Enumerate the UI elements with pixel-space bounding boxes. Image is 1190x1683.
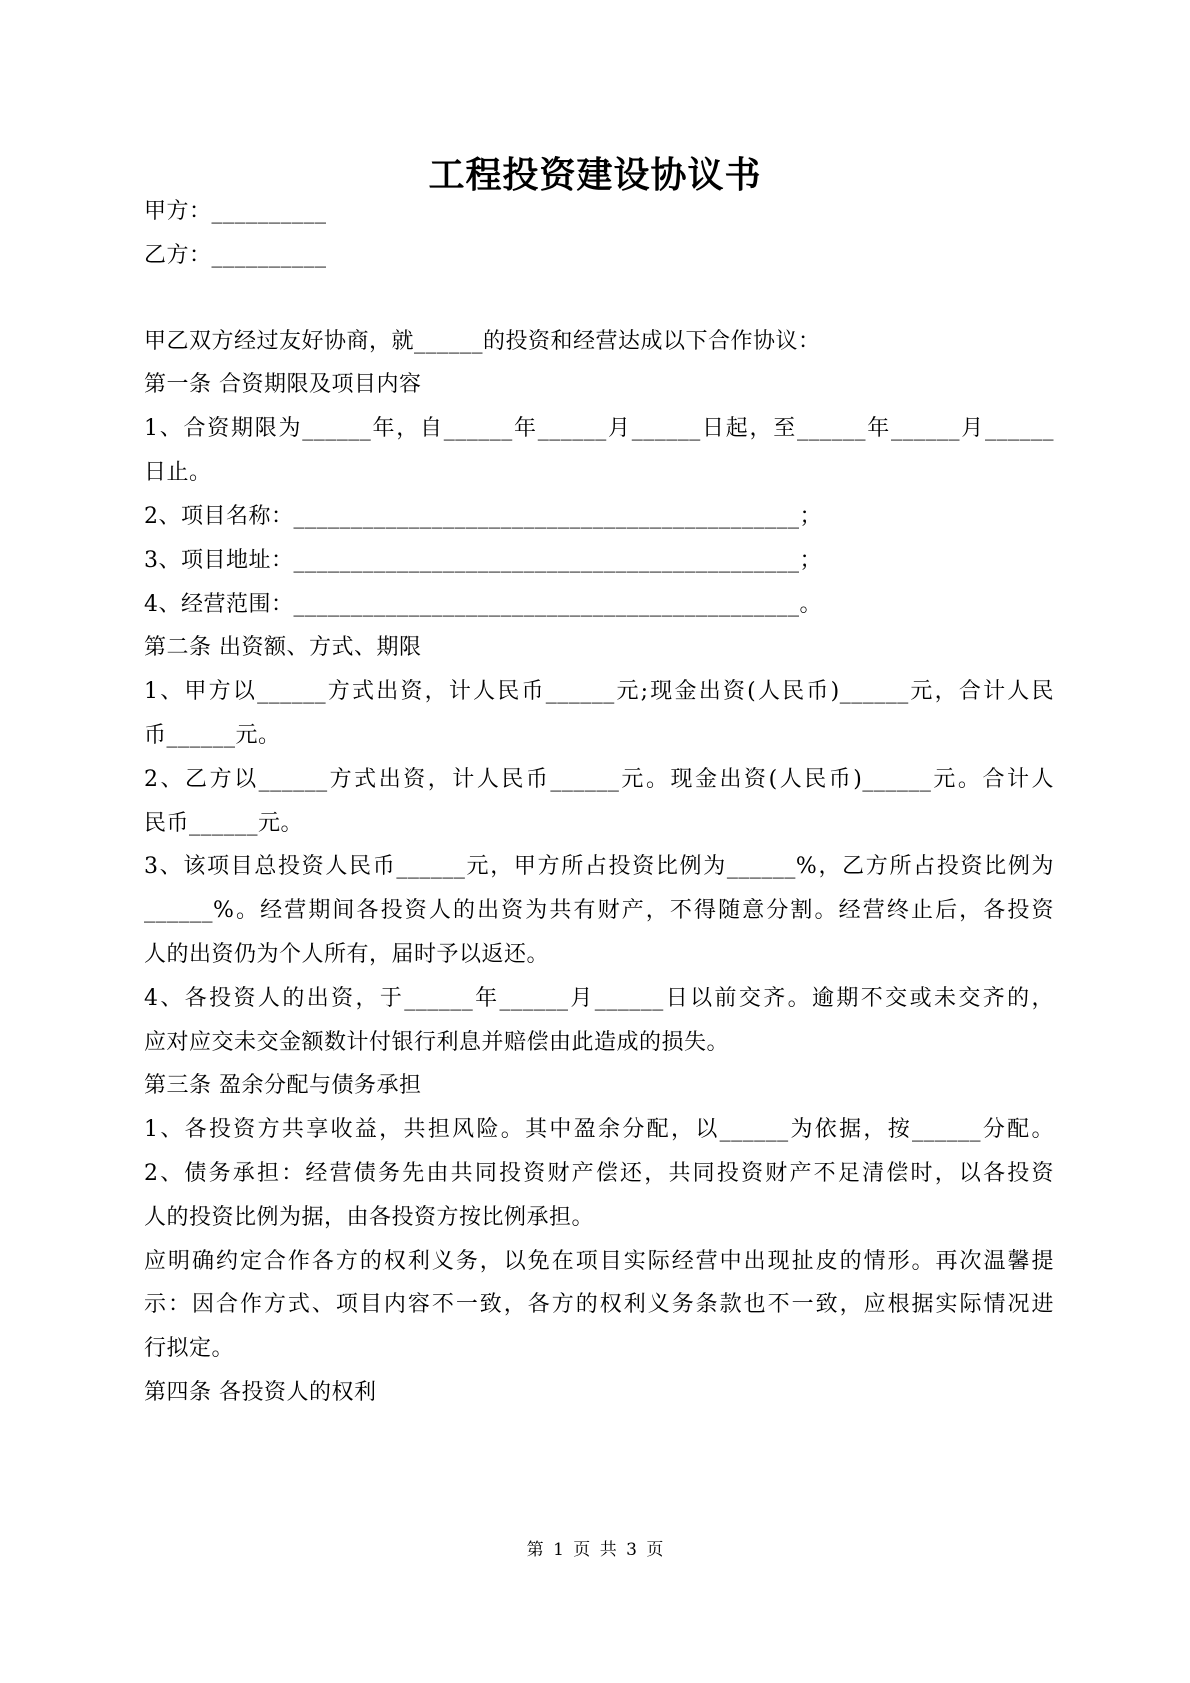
note-line-1: 应明确约定合作各方的权利义务，以免在项目实际经营中出现扯皮的情形。再次温馨提 bbox=[144, 1249, 1054, 1274]
preamble-line: 甲乙双方经过友好协商，就______的投资和经营达成以下合作协议： bbox=[144, 329, 821, 354]
note-line-3: 行拟定。 bbox=[144, 1336, 235, 1361]
article-3-item-2-line-1: 2、债务承担：经营债务先由共同投资财产偿还，共同投资财产不足清偿时，以各投资 bbox=[144, 1161, 1054, 1186]
article-2-item-4-line-2: 应对应交未交金额数计付银行利息并赔偿由此造成的损失。 bbox=[144, 1030, 730, 1055]
article-2-item-3-line-2: ______%。经营期间各投资人的出资为共有财产，不得随意分割。经营终止后，各投资 bbox=[144, 898, 1054, 923]
article-3-item-2-line-2: 人的投资比例为据，由各投资方按比例承担。 bbox=[144, 1205, 595, 1230]
party-b-line: 乙方：__________ bbox=[144, 243, 327, 268]
article-2-item-3-line-3: 人的出资仍为个人所有，届时予以返还。 bbox=[144, 942, 550, 967]
article-2-item-2-line-1: 2、乙方以______方式出资，计人民币______元。现金出资(人民币)______元。合计人 bbox=[144, 767, 1054, 792]
article-1-item-3: 3、项目地址：____________________________________________； bbox=[144, 548, 822, 573]
article-1-item-1-line-1: 1、合资期限为______年，自______年______月______日起，至______年______月______ bbox=[144, 416, 1054, 441]
article-1-item-4: 4、经营范围：____________________________________________。 bbox=[144, 592, 822, 617]
note-line-2: 示：因合作方式、项目内容不一致，各方的权利义务条款也不一致，应根据实际情况进 bbox=[144, 1292, 1054, 1317]
article-2-item-1-line-2: 币______元。 bbox=[144, 723, 281, 748]
article-1-item-1-line-2: 日止。 bbox=[144, 460, 212, 485]
article-3-item-1: 1、各投资方共享收益，共担风险。其中盈余分配，以______为依据，按______分配。 bbox=[144, 1117, 1054, 1142]
article-2-item-4-line-1: 4、各投资人的出资，于______年______月______日以前交齐。逾期不交或未交齐的， bbox=[144, 986, 1054, 1011]
article-2-heading: 第二条 出资额、方式、期限 bbox=[144, 635, 422, 660]
article-2-item-1-line-1: 1、甲方以______方式出资，计人民币______元;现金出资(人民币)______元，合计人民 bbox=[144, 679, 1054, 704]
document-title: 工程投资建设协议书 bbox=[428, 154, 762, 196]
article-3-heading: 第三条 盈余分配与债务承担 bbox=[144, 1073, 422, 1098]
article-1-heading: 第一条 合资期限及项目内容 bbox=[144, 372, 422, 397]
party-a-line: 甲方：__________ bbox=[144, 199, 327, 224]
article-4-heading: 第四条 各投资人的权利 bbox=[144, 1380, 377, 1405]
article-1-item-2: 2、项目名称：____________________________________________； bbox=[144, 504, 822, 529]
page-indicator: 第 1 页 共 3 页 bbox=[526, 1540, 664, 1560]
article-2-item-3-line-1: 3、该项目总投资人民币______元，甲方所占投资比例为______%，乙方所占投资比例为 bbox=[144, 854, 1054, 879]
article-2-item-2-line-2: 民币______元。 bbox=[144, 811, 304, 836]
